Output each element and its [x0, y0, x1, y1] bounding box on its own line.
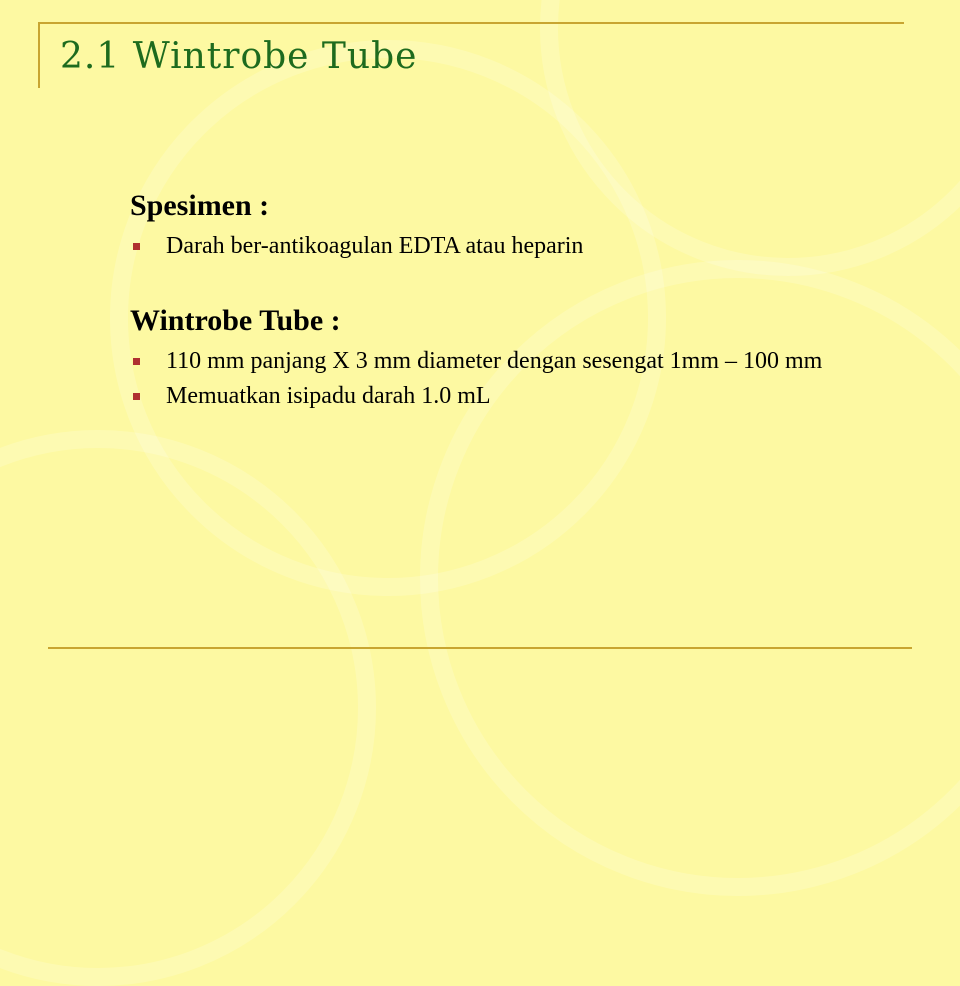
slide-title: 2.1 Wintrobe Tube — [60, 36, 418, 77]
bullet-item — [130, 230, 890, 262]
square-bullet-icon — [133, 393, 140, 400]
left-rule-line — [38, 22, 40, 88]
bullet-item — [130, 345, 890, 377]
bullet-text: Darah ber-antikoagulan EDTA atau heparin — [166, 233, 584, 259]
square-bullet-icon — [133, 358, 140, 365]
section-heading-spesimen: Spesimen : — [130, 189, 270, 222]
bullet-item — [130, 380, 890, 412]
square-bullet-icon — [133, 243, 140, 250]
slide-content — [130, 186, 890, 415]
bullet-list-spesimen — [130, 230, 890, 262]
section-heading-wintrobe-tube: Wintrobe Tube : — [130, 304, 341, 337]
bottom-rule-line — [48, 647, 912, 649]
background-watermark-circle — [0, 430, 376, 986]
section-spacer — [130, 265, 890, 301]
top-rule-line — [38, 22, 904, 24]
bullet-list-wintrobe-tube — [130, 345, 890, 412]
bullet-text: Memuatkan isipadu darah 1.0 mL — [166, 383, 491, 409]
bullet-text: 110 mm panjang X 3 mm diameter dengan sesengat 1mm – 100 mm — [166, 348, 823, 374]
